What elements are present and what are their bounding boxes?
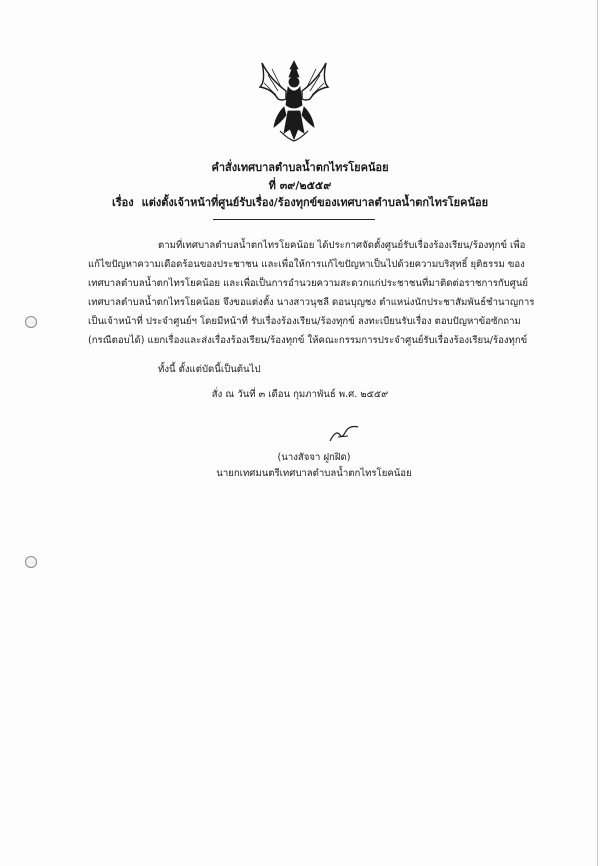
signatory-name: (นางสัจจา ฝูกฝิด) (277, 452, 351, 463)
order-number: ที่ ๓๙/๒๕๕๙ (268, 179, 332, 192)
body-paragraph-2: ทั้งนี้ ตั้งแต่บัดนี้เป็นต้นไป (158, 364, 261, 375)
body-line: ตามที่เทศบาลตำบลน้ำตกไทรโยคน้อย ได้ประกาศจัดตั้งศูนย์รับเรื่องร้องเรียน/ร้องทุกข์ เพื่อ (158, 240, 526, 251)
body-line: เป็นเจ้าหน้าที่ ประจำศูนย์ฯ โดยมีหน้าที่ รับเรื่องร้องเรียน/ร้องทุกข์ ลงทะเบียนรับเรื่อง ตอบปัญหาข้อซักถาม (88, 316, 521, 327)
body-line: แก้ไขปัญหาความเดือดร้อนของประชาชน และเพื่อให้การแก้ไขปัญหาเป็นไปด้วยความบริสุทธิ์ ยุติธรรม ของ (88, 259, 525, 270)
order-title: คำสั่งเทศบาลตำบลน้ำตกไทรโยคน้อย (211, 161, 389, 174)
page-edge (597, 0, 598, 866)
body-line: เทศบาลตำบลน้ำตกไทรโยคน้อย จึงขอแต่งตั้ง นางสาวนุชลี ดอนบุญชง ตำแหน่งนักประชาสัมพันธ์ชำนาญการ (88, 297, 535, 308)
handwritten-signature (326, 423, 362, 445)
subject-text: แต่งตั้งเจ้าหน้าที่ศูนย์รับเรื่อง/ร้องทุกข์ของเทศบาลตำบลน้ำตกไทรโยคน้อย (141, 196, 489, 209)
heading-divider (213, 219, 375, 220)
body-paragraph-1 (88, 236, 535, 350)
order-subject-line (0, 193, 600, 211)
body-line: (กรณีตอบได้) แยกเรื่องและส่งเรื่องร้องเรียน/ร้องทุกข์ ให้คณะกรรมการประจำศูนย์รับเรื่องร้องเรียน/ร้องทุกข์ (88, 335, 528, 346)
order-date: สั่ง ณ วันที่ ๓ เดือน กุมภาพันธ์ พ.ศ. ๒๕๕๙ (211, 389, 389, 400)
subject-label: เรื่อง (111, 196, 134, 209)
signatory-position: นายกเทศมนตรีเทศบาลตำบลน้ำตกไทรโยคน้อย (216, 468, 412, 479)
garuda-emblem-icon (254, 55, 334, 145)
punch-hole-top (25, 316, 37, 328)
punch-hole-bottom (25, 556, 37, 568)
body-line: เทศบาลตำบลน้ำตกไทรโยคน้อย และเพื่อเป็นการอำนวยความสะดวกแก่ประชาชนที่มาติดต่อราชการกับศูนย์ (88, 278, 529, 289)
